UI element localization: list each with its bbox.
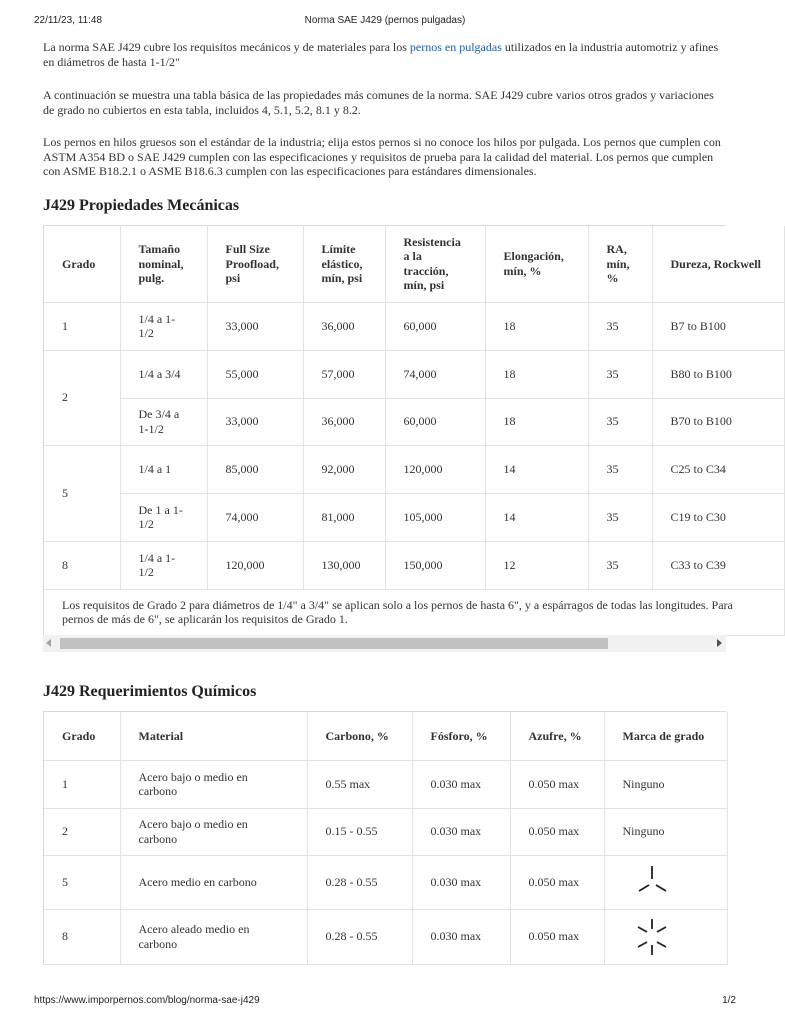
bolts-inch-link[interactable]: pernos en pulgadas (409, 40, 502, 54)
mechanical-table-scroll[interactable] (43, 225, 761, 651)
elongation-cell: 18 (485, 350, 588, 398)
col-header: Resistencia a la tracción, mín, psi (385, 226, 485, 302)
mechanical-header-row (44, 226, 784, 302)
col-header: Full Size Proofload, psi (207, 226, 303, 302)
intro-paragraph-3: Los pernos en hilos gruesos son el estándar de la industria; elija estos pernos si no conoce los hilos por pulgada. Los pernos que cumplen con ASTM A354 BD o SAE J429 cumplen con las especificaciones y requisitos de prueba para la calidad del material. Los pernos que cumplen con ASME B18.2.1 o ASME B18.6.3 cumplen con las especificaciones para estándares dimensionales. (43, 135, 721, 178)
col-header: Marca de grado (604, 712, 727, 760)
grade-cell: 5 (44, 855, 120, 909)
yield-cell: 92,000 (303, 445, 385, 493)
print-date: 22/11/23, 11:48 (34, 15, 103, 26)
mechanical-heading: J429 Propiedades Mecánicas (43, 197, 240, 214)
scroll-left-arrow-icon[interactable] (46, 639, 51, 647)
grade-mark-cell (604, 855, 727, 909)
elongation-cell: 14 (485, 493, 588, 541)
intro-paragraph-1 (43, 40, 726, 69)
table-row (44, 855, 727, 909)
table-row (44, 350, 784, 398)
carbon-cell: 0.55 max (307, 760, 412, 808)
hardness-cell: B70 to B100 (652, 398, 784, 445)
print-title: Norma SAE J429 (pernos pulgadas) (304, 15, 466, 26)
proofload-cell: 33,000 (207, 302, 303, 350)
col-header: Grado (44, 712, 120, 760)
size-cell: 1/4 a 1-1/2 (120, 302, 207, 350)
carbon-cell: 0.28 - 0.55 (307, 909, 412, 964)
col-header: Límite elástico, mín, psi (303, 226, 385, 302)
elongation-cell: 12 (485, 541, 588, 589)
grade-cell: 2 (44, 350, 120, 445)
hardness-cell: B7 to B100 (652, 302, 784, 350)
sulfur-cell: 0.050 max (510, 808, 604, 855)
ra-cell: 35 (588, 398, 652, 445)
page-url: https://www.imporpernos.com/blog/norma-sae-j429 (34, 995, 260, 1006)
scrollbar-thumb[interactable] (60, 638, 608, 649)
ra-cell: 35 (588, 350, 652, 398)
size-cell: De 1 a 1-1/2 (120, 493, 207, 541)
phosphorus-cell: 0.030 max (412, 909, 510, 964)
tensile-cell: 60,000 (385, 398, 485, 445)
proofload-cell: 33,000 (207, 398, 303, 445)
horizontal-scrollbar[interactable] (43, 635, 726, 652)
table-note: Los requisitos de Grado 2 para diámetros de 1/4" a 3/4" se aplican solo a los pernos de hasta 6", y a espárragos de todas las longitudes. Para pernos de más de 6", se aplicarán los requisitos de Grado 1. (44, 589, 784, 635)
chemical-table (44, 712, 728, 965)
phosphorus-cell: 0.030 max (412, 808, 510, 855)
elongation-cell: 18 (485, 302, 588, 350)
table-row (44, 398, 784, 445)
grade-cell: 8 (44, 541, 120, 589)
intro-text: La norma SAE J429 cubre los requisitos mecánicos y de materiales para los (43, 40, 410, 54)
tensile-cell: 150,000 (385, 541, 485, 589)
chemical-table-container (43, 711, 726, 965)
grade-mark-cell: Ninguno (604, 808, 727, 855)
phosphorus-cell: 0.030 max (412, 855, 510, 909)
table-row (44, 302, 784, 350)
yield-cell: 36,000 (303, 398, 385, 445)
sulfur-cell: 0.050 max (510, 909, 604, 964)
phosphorus-cell: 0.030 max (412, 760, 510, 808)
hardness-cell: C33 to C39 (652, 541, 784, 589)
proofload-cell: 74,000 (207, 493, 303, 541)
tensile-cell: 120,000 (385, 445, 485, 493)
grade-cell: 1 (44, 302, 120, 350)
size-cell: 1/4 a 3/4 (120, 350, 207, 398)
table-row (44, 760, 727, 808)
page-number: 1/2 (722, 995, 736, 1006)
grade-mark-cell (604, 909, 727, 964)
table-row (44, 541, 784, 589)
intro-paragraph-2: A continuación se muestra una tabla básica de las propiedades más comunes de la norma. SAE J429 cubre varios otros grados y variaciones de grado no cubiertos en esta tabla, incluidos 4, 5.1, 5.2, 8.1 y 8.2. (43, 88, 714, 117)
grade-cell: 8 (44, 909, 120, 964)
proofload-cell: 120,000 (207, 541, 303, 589)
tensile-cell: 74,000 (385, 350, 485, 398)
proofload-cell: 85,000 (207, 445, 303, 493)
material-cell: Acero aleado medio en carbono (120, 909, 307, 964)
carbon-cell: 0.28 - 0.55 (307, 855, 412, 909)
yield-cell: 36,000 (303, 302, 385, 350)
ra-cell: 35 (588, 493, 652, 541)
yield-cell: 81,000 (303, 493, 385, 541)
elongation-cell: 18 (485, 398, 588, 445)
col-header: Elongación, mín, % (485, 226, 588, 302)
grade-5-mark-icon (623, 864, 683, 900)
proofload-cell: 55,000 (207, 350, 303, 398)
table-row (44, 909, 727, 964)
material-cell: Acero bajo o medio en carbono (120, 760, 307, 808)
chemical-header-row (44, 712, 727, 760)
yield-cell: 130,000 (303, 541, 385, 589)
col-header: Material (120, 712, 307, 760)
tensile-cell: 105,000 (385, 493, 485, 541)
col-header: Dureza, Rockwell (652, 226, 784, 302)
carbon-cell: 0.15 - 0.55 (307, 808, 412, 855)
chemical-heading: J429 Requerimientos Químicos (43, 683, 257, 700)
tensile-cell: 60,000 (385, 302, 485, 350)
grade-8-mark-icon (623, 917, 683, 957)
table-note-row (44, 589, 784, 635)
col-header: Carbono, % (307, 712, 412, 760)
grade-cell: 2 (44, 808, 120, 855)
hardness-cell: B80 to B100 (652, 350, 784, 398)
table-row (44, 493, 784, 541)
col-header: Fósforo, % (412, 712, 510, 760)
ra-cell: 35 (588, 445, 652, 493)
sulfur-cell: 0.050 max (510, 855, 604, 909)
grade-cell: 1 (44, 760, 120, 808)
yield-cell: 57,000 (303, 350, 385, 398)
material-cell: Acero medio en carbono (120, 855, 307, 909)
col-header: RA, mín, % (588, 226, 652, 302)
hardness-cell: C25 to C34 (652, 445, 784, 493)
col-header: Tamaño nominal, pulg. (120, 226, 207, 302)
col-header: Grado (44, 226, 120, 302)
ra-cell: 35 (588, 541, 652, 589)
sulfur-cell: 0.050 max (510, 760, 604, 808)
mechanical-table (44, 226, 785, 636)
size-cell: 1/4 a 1 (120, 445, 207, 493)
hardness-cell: C19 to C30 (652, 493, 784, 541)
print-footer (34, 995, 736, 1009)
ra-cell: 35 (588, 302, 652, 350)
material-cell: Acero bajo o medio en carbono (120, 808, 307, 855)
intro-text-end: utilizados en la industria automotriz y afines en diámetros de hasta 1-1/2" (43, 40, 719, 69)
scroll-right-arrow-icon[interactable] (717, 639, 722, 647)
elongation-cell: 14 (485, 445, 588, 493)
table-row (44, 808, 727, 855)
table-row (44, 445, 784, 493)
grade-mark-cell: Ninguno (604, 760, 727, 808)
col-header: Azufre, % (510, 712, 604, 760)
print-header (34, 15, 736, 29)
size-cell: 1/4 a 1-1/2 (120, 541, 207, 589)
size-cell: De 3/4 a 1-1/2 (120, 398, 207, 445)
grade-cell: 5 (44, 445, 120, 541)
